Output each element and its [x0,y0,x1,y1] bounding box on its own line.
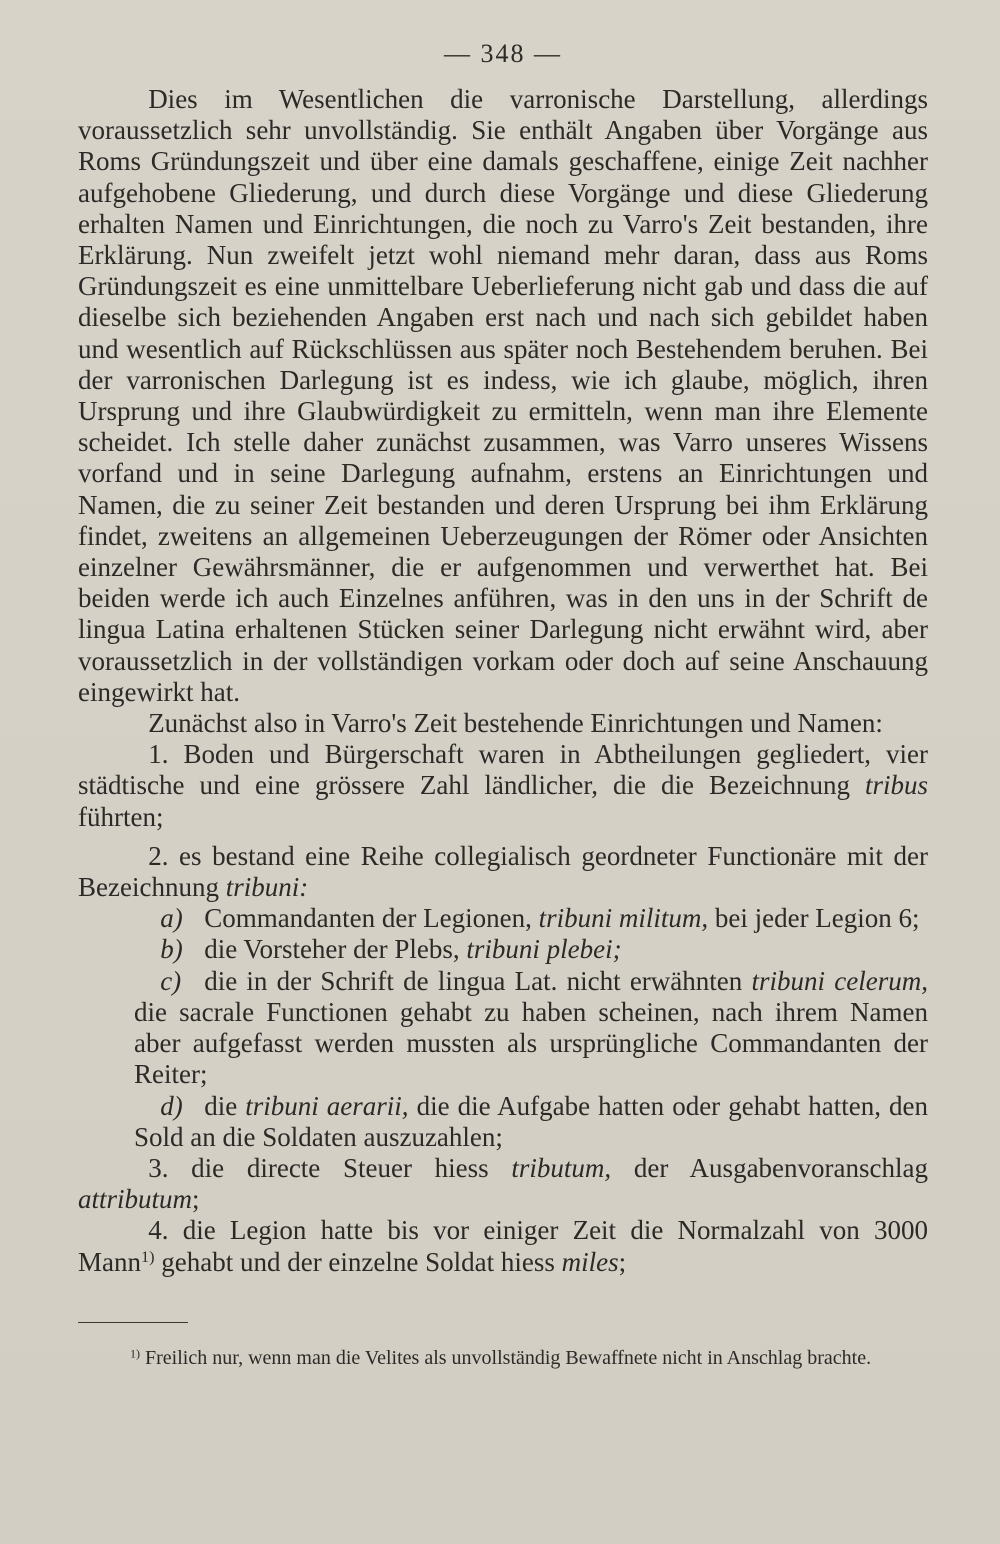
list-item-1: 1. Boden und Bürgerschaft waren in Abtheilungen gegliedert, vier städtische und eine grössere Zahl ländlicher, die die Bezeichnung tribus führten; [78,739,928,832]
term-tribus: tribus [864,770,928,801]
term-tributum: tributum, [511,1152,612,1183]
list-item-4: 4. die Legion hatte bis vor einiger Zeit die Normalzahl von 3000 Mann$^{1)}$ gehabt und der einzelne Soldat hiess miles; [78,1215,928,1277]
sub-item-c: c) die in der Schrift de lingua Lat. nicht erwähnten tribuni celerum, die sacrale Functionen gehabt zu haben scheinen, nach ihrem Namen aber aufgefasst werden mussten als ursprüngliche Commandanten der Reiter; [78,966,928,1091]
sub-item-marker: b) [160,934,183,965]
sub-item-b: b) die Vorsteher der Plebs, tribuni plebei; [78,934,928,965]
term-tribuni-plebei: tribuni plebei; [466,934,622,965]
term-tribuni-celerum: tribuni celerum, [751,965,928,996]
paragraph-lead-in: Zunächst also in Varro's Zeit bestehende Einrichtungen und Namen: [148,708,883,739]
term-tribuni-aerarii: tribuni aerarii, [245,1090,409,1121]
footnote-divider [78,1322,188,1323]
paragraph-intro: Dies im Wesentlichen die varronische Darstellung, allerdings voraussetzlich sehr unvollständig. Sie enthält Angaben über Vorgänge aus Roms Gründungszeit und über eine damals geschaffene, einige Zeit nachher aufgehobene Gliederung, und durch diese Vorgänge und diese Gliederung erhalten Namen und Einrichtungen, die noch zu Varro's Zeit bestanden, ihre Erklärung. Nun zweifelt jetzt wohl niemand mehr daran, dass aus Roms Gründungszeit es eine unmittelbare Ueberlieferung nicht gab und dass die auf dieselbe sich beziehenden Angaben erst nach und nach sich gebildet haben und wesentlich auf Rückschlüssen aus später noch Bestehendem beruhen. Bei der varronischen Darlegung ist es indess, wie ich glaube, möglich, ihren Ursprung und ihre Glaubwürdigkeit zu ermitteln, wenn man ihre Elemente scheidet. Ich stelle daher zunächst zusammen, was Varro unseres Wissens vorfand und in seine Darlegung aufnahm, erstens an Einrichtungen und Namen, die zu seiner Zeit bestanden und deren Ursprung bei ihm Erklärung findet, zweitens an allgemeinen Ueberzeugungen der Römer oder Ansichten einzelner Gewährsmänner, die er aufgenommen und verwerthet hat. Bei beiden werde ich auch Einzelnes anführen, was in den uns in der Schrift de lingua Latina erhaltenen Stücken seiner Darlegung nicht erwähnt wird, aber voraussetzlich in der vollständigen vorkam oder doch auf seine Anschauung eingewirkt hat. [78,84,928,707]
sub-item-marker: d) [160,1090,183,1121]
sub-item-marker: a) [160,903,183,934]
footnote [78,1345,928,1371]
sub-item-marker: c) [160,965,182,996]
main-text [78,84,928,1278]
term-tribuni: tribuni: [225,872,309,903]
list-item-3: 3. die directe Steuer hiess tributum, der Ausgabenvoranschlag attributum; [78,1152,928,1215]
list-item-2: 2. es bestand eine Reihe collegialisch geordneter Functionäre mit der Bezeichnung tribuni: [78,840,928,903]
footnote-text: Freilich nur, wenn man die Velites als unvollständig Bewaffnete nicht in Anschlag brachte. [140,1346,872,1369]
term-tribuni-militum: tribuni militum, [538,903,709,934]
footnote-reference: 1) [141,1247,155,1266]
sub-item-d: d) die tribuni aerarii, die die Aufgabe hatten oder gehabt hatten, den Sold an die Soldaten auszuzahlen; [78,1091,928,1153]
sub-item-a: a) Commandanten der Legionen, tribuni militum, bei jeder Legion 6; [78,903,928,934]
page-number: — 348 — [444,39,562,68]
term-attributum: attributum [78,1184,193,1215]
term-miles: miles [561,1246,619,1277]
footnote-marker: 1) [130,1346,140,1361]
